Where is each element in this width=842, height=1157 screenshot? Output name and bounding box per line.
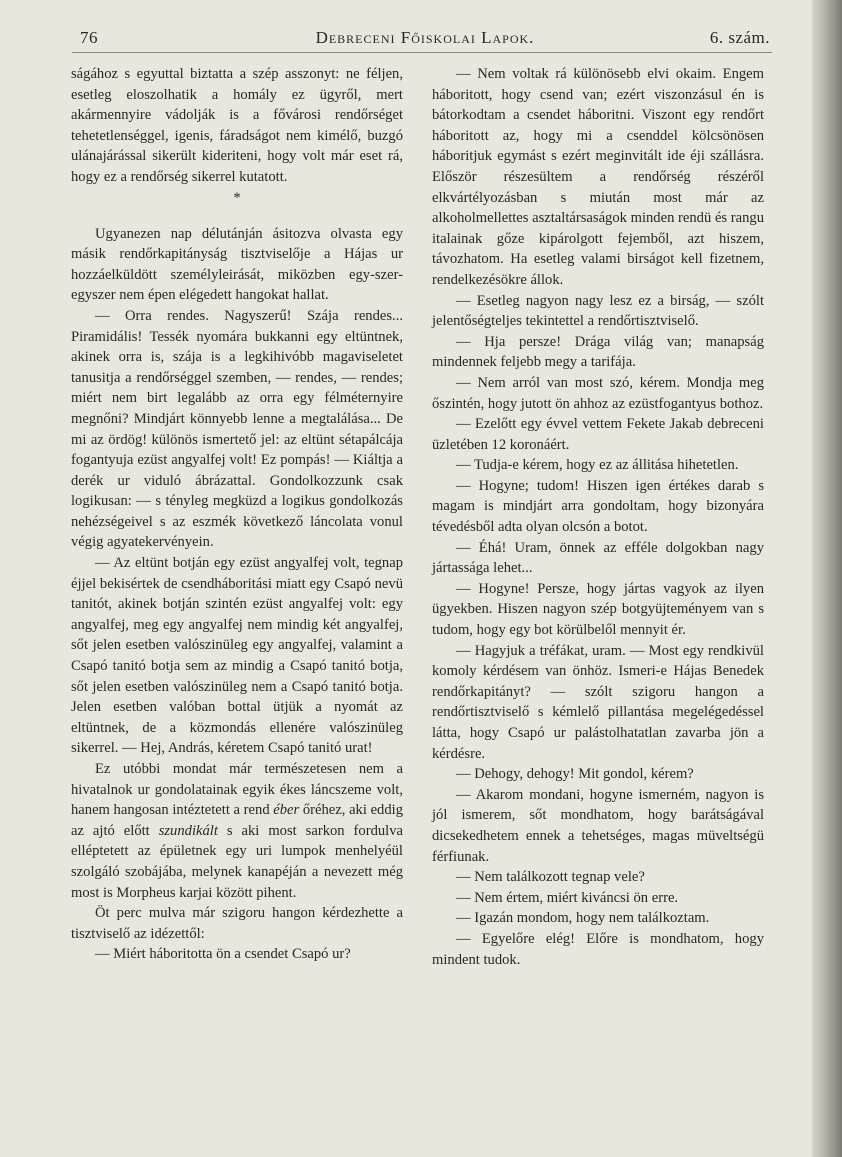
italic-word: szundikált <box>158 822 218 839</box>
paragraph: — Ezelőtt egy évvel vettem Fekete Jakab debreceni üzletében 12 koronáért. <box>432 416 764 453</box>
paragraph: — Hja persze! Drága világ van; manapság mindennek feljebb megy a tarifája. <box>432 333 764 371</box>
paragraph: — Nem voltak rá különösebb elvi okaim. Engem háboritott, hogy csend van; ezért viszonzásul én is bátorkodtam a csendet háboritni. Viszont egy rendőrt háboritott az, hogy mi a csenddel kölcsönösen háboritjuk egymást s ezért meginvitált ide éji szállásra. Először részesültem a rendőrség részéről elkvártélyozásban s miután most már az alkoholmellettes asztaltársaságok minden rendü és rangu italainak gőze kipárolgott fejemből, azt hiszem, távozhatom. Ha esetleg valami birságot kell fizetnem, rendelkezésökre állok. <box>432 66 764 288</box>
paragraph: — Igazán mondom, hogy nem találkoztam. <box>456 910 710 927</box>
paragraph: — Orra rendes. Nagyszerű! Szája rendes... Piramidális! Tessék nyomára bukkanni egy eltüntnek, akinek orra is, szája is a legkihivóbb magaviseletet tanusitja a rendőrséggel szemben, — rendes, — rendes; miért nem birt legalább az orra egy félméternyire megnőni? Mindjárt könnyebb lenne a megtalálása... De mi az ördög! különös ismertető jel: az eltünt sétapálcája fogantyuja ezüst angyalfej volt! Ez pompás! — Kiáltja a derék ur viduló ábrázattal. Gondolkozzunk csak logikusan: — s tényleg megküzd a logikus gondolkozás nehézségeivel s az eszmék következő láncolata vonul végig agyatekervényein. <box>71 307 403 551</box>
paragraph: — Hagyjuk a tréfákat, uram. — Most egy rendkivül komoly kérdésem van önhöz. Ismeri-e Hájas Benedek rendőrkapitányt? — szólt szigoru hangon a rendőrtisztviselő s kémlelő pillantása megelégedéssel látta, hogy Csapó ur palástolhatatlan zavarba jön a kérdésre. <box>432 642 764 762</box>
paragraph: — Éhá! Uram, önnek az efféle dolgokban nagy jártassága lehet... <box>432 539 764 577</box>
paragraph <box>71 759 403 903</box>
paragraph: — Hogyne! Persze, hogy jártas vagyok az ilyen ügyekben. Hiszen nagyon szép botgyüjteményem van s tudom, hogy egy bot körülbelől mennyit ér. <box>432 580 764 639</box>
text-run: s aki most sarkon fordulva elléptetett az épületnek egy uri lumpok menhelyéül szolgáló szobájába, melynek kanapéján a nevezett még most is Morpheus karjai között pihent. <box>71 822 403 901</box>
paragraph: Ugyanezen nap délutánján ásitozva olvasta egy másik rendőrkapitányság tisztviselője a Hájas ur hozzáelküldött személyleirását, miközben egy-szer-egyszer nem épen elégedett hangokat hallat. <box>71 225 403 304</box>
paragraph: — Nem értem, miért kiváncsi ön erre. <box>456 889 679 906</box>
text-run: Ez utóbbi mondat már természetesen nem a hivatalnok ur gondolatainak egyik ékes láncszeme volt, hanem hangosan intéztetett a rend <box>71 761 403 819</box>
paragraph: Öt perc mulva már szigoru hangon kérdezhette a tisztviselő az idézettől: <box>71 905 403 942</box>
paragraph: — Az eltünt botján egy ezüst angyalfej volt, tegnap éjjel bekisértek de csendháboritási miatt egy Csapó nevü tanitót, akinek botján szintén ezüst angyalfej volt: egy angyalfej, meg egy angyalfej nem mindig két angyalfej, sőt jelen esetben valószinüleg egy angyalfej, valamint a Csapó tanitó botja sem az mindig a Csapó tanitó botja, sőt jelen esetben valószinüleg nem a Csapó tanitó botja. Jelen esetben valóban bottal ütjük a nyomát az eltüntnek, de a közmondás ellenére valószinüleg sikerrel. — Hej, András, kéretem Csapó tanitó urat! <box>71 555 403 757</box>
left-column <box>71 64 403 965</box>
page-binding-edge <box>812 0 842 1157</box>
section-separator: * <box>233 189 241 206</box>
text-run: őréhez, aki eddig az ajtó előtt <box>71 802 403 839</box>
paragraph: ságához s egyuttal biztatta a szép asszonyt: ne féljen, esetleg eloszolhatik a homály ez ügyről, mert akármennyire vádolják is a fővárosi rendőrséget tehetetlenséggel, igenis, fáradságot nem kimélő, buzgó ulánajárással sikerült kideriteni, hogy volt már eset rá, hogy ez a rendőrség sikerrel kutatott. <box>71 66 403 185</box>
italic-word: éber <box>273 802 300 819</box>
paragraph: — Egyelőre elég! Előre is mondhatom, hogy mindent tudok. <box>432 930 764 968</box>
issue-number: 6. szám. <box>709 28 770 47</box>
paragraph: — Hogyne; tudom! Hiszen igen értékes darab s magam is mindjárt arra gondoltam, hogy bizonyára tévedésből adta olyan olcsón a botot. <box>432 477 764 536</box>
paragraph: — Nem arról van most szó, kérem. Mondja meg őszintén, hogy jutott ön ahhoz az ezüstfogantyus bothoz. <box>432 374 764 412</box>
page-number: 76 <box>80 28 98 47</box>
paragraph: — Akarom mondani, hogyne ismerném, nagyon is jól ismerem, sőt mondhatom, hogy barátságával dicsekedhetem ennek a tehetséges, magas müveltségü férfiunak. <box>432 786 764 865</box>
journal-title: Debreceni Főiskolai Lapok. <box>315 28 535 47</box>
paragraph: — Miért háboritotta ön a csendet Csapó ur? <box>95 946 351 963</box>
header-rule <box>72 52 772 53</box>
paragraph: — Tudja-e kérem, hogy ez az állitása hihetetlen. <box>456 457 739 474</box>
paragraph: — Esetleg nagyon nagy lesz ez a birság, — szólt jelentőségteljes tekintettel a rendőrtisztviselő. <box>432 292 764 330</box>
paragraph: — Nem találkozott tegnap vele? <box>456 869 645 886</box>
page-header <box>80 28 770 54</box>
right-column <box>432 64 764 970</box>
paragraph: — Dehogy, dehogy! Mit gondol, kérem? <box>456 766 694 783</box>
